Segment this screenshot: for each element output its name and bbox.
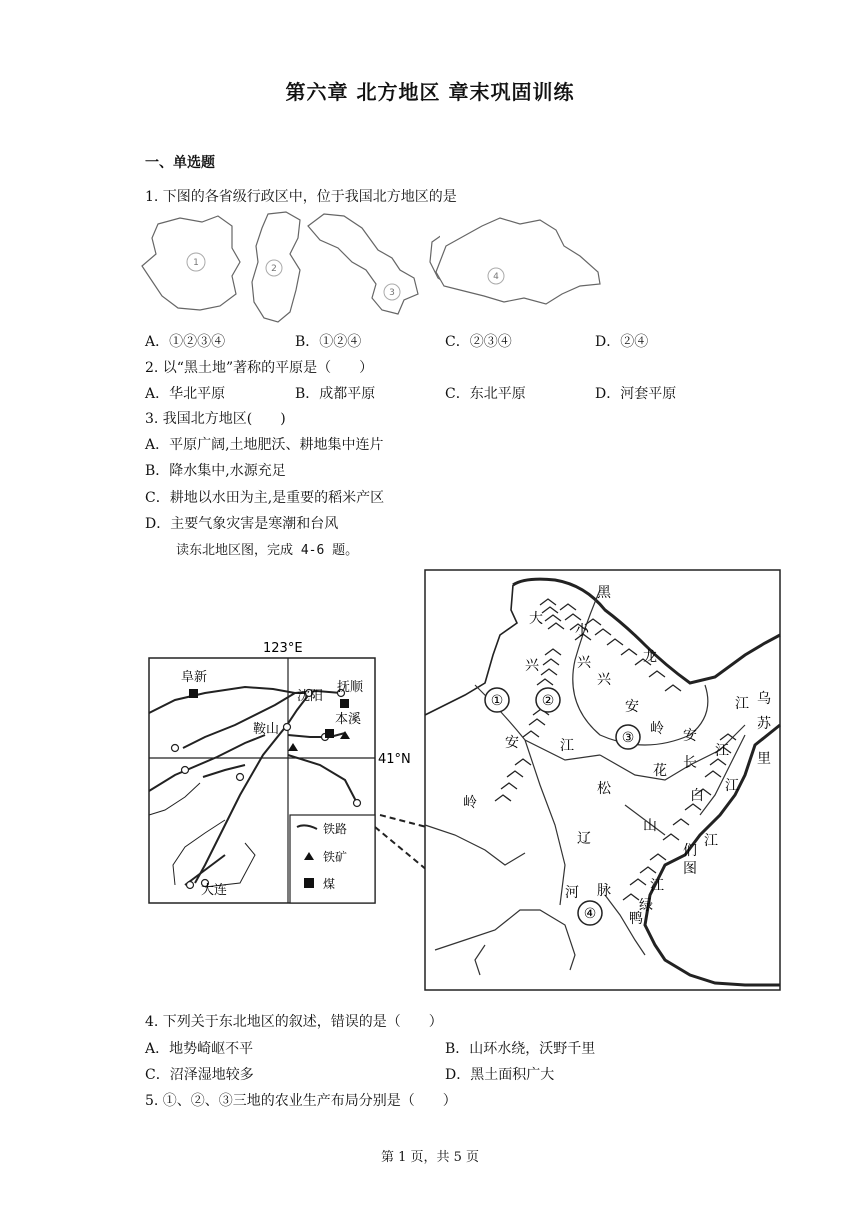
q1-option-a: A．①②③④	[145, 334, 226, 350]
region-4-marker: ④	[583, 906, 597, 922]
svg-text:们: 们	[683, 843, 697, 859]
svg-text:绿: 绿	[639, 898, 653, 914]
question-2-stem: 2. 以“黑土地”著称的平原是（ ）	[145, 360, 374, 376]
q3-option-b: B．降水集中,水源充足	[145, 463, 286, 479]
svg-text:白: 白	[690, 788, 704, 804]
province-label-3: 3	[389, 288, 395, 298]
svg-text:山: 山	[643, 818, 657, 834]
svg-text:脉: 脉	[597, 883, 611, 899]
q3-option-c: C．耕地以水田为主,是重要的稻米产区	[145, 490, 385, 506]
inset-city-fuxin: 阜新	[181, 670, 208, 685]
q4-option-c: C．沼泽湿地较多	[145, 1067, 254, 1083]
svg-text:小: 小	[575, 623, 589, 639]
region-3-marker: ③	[621, 730, 635, 746]
inset-city-fushun: 抚顺	[337, 680, 364, 695]
q4-option-d: D．黑土面积广大	[445, 1067, 555, 1083]
q1-option-c: C．②③④	[445, 334, 512, 350]
page-footer: 第 1 页，共 5 页	[380, 1150, 480, 1165]
svg-text:龙: 龙	[643, 649, 657, 665]
q2-option-a: A．华北平原	[145, 386, 226, 402]
svg-text:江: 江	[650, 878, 664, 894]
q4-option-b: B．山环水绕，沃野千里	[445, 1041, 596, 1057]
q2-option-d: D．河套平原	[595, 386, 677, 402]
svg-text:岭: 岭	[463, 795, 477, 811]
svg-text:图: 图	[683, 861, 697, 877]
legend-iron-ore: 铁矿	[323, 850, 348, 864]
svg-text:河: 河	[565, 885, 579, 901]
svg-text:江: 江	[704, 833, 718, 849]
province-outline-4-figure	[430, 206, 610, 328]
province-outline-3	[308, 214, 418, 314]
inset-latitude-label: 41°N	[378, 752, 411, 767]
region-2-marker: ②	[541, 693, 555, 709]
svg-text:江: 江	[735, 696, 749, 712]
svg-text:兴: 兴	[597, 672, 611, 688]
inset-city-anshan: 鞍山	[253, 722, 280, 737]
inset-longitude-label: 123°E	[263, 641, 303, 656]
svg-text:辽: 辽	[577, 831, 591, 847]
question-4-stem: 4. 下列关于东北地区的叙述，错误的是（ ）	[145, 1014, 443, 1030]
region-1-marker: ①	[490, 693, 504, 709]
q3-option-a: A．平原广阔,土地肥沃、耕地集中连片	[145, 437, 384, 453]
province-label-4: 4	[493, 272, 499, 282]
inset-map	[149, 641, 411, 903]
main-map	[425, 570, 780, 990]
inset-city-dalian: 大连	[201, 883, 228, 898]
q2-option-c: C．东北平原	[445, 386, 526, 402]
province-outline-1	[142, 216, 240, 310]
svg-text:鸭: 鸭	[629, 911, 643, 927]
northeast-map-figure	[145, 565, 790, 995]
svg-text:黑: 黑	[597, 585, 611, 601]
svg-text:松: 松	[597, 781, 611, 797]
svg-text:江: 江	[715, 743, 729, 759]
svg-text:安: 安	[625, 699, 639, 715]
question-1-stem: 1. 下图的各省级行政区中，位于我国北方地区的是	[145, 189, 457, 205]
svg-text:江: 江	[725, 778, 739, 794]
province-outlines-figure	[140, 206, 440, 328]
map-instruction: 读东北地区图，完成 4-6 题。	[176, 543, 359, 558]
q1-option-d: D．②④	[595, 334, 649, 350]
svg-text:江: 江	[560, 738, 574, 754]
question-5-stem: 5. ①、②、③三地的农业生产布局分别是（ ）	[145, 1093, 457, 1109]
legend-coal: 煤	[323, 877, 336, 891]
inset-city-shenyang: 沈阳	[297, 689, 324, 704]
q2-option-b: B．成都平原	[295, 386, 376, 402]
svg-text:安: 安	[505, 735, 519, 751]
svg-text:安: 安	[683, 728, 697, 744]
province-label-1: 1	[193, 258, 199, 268]
svg-text:兴: 兴	[525, 658, 539, 674]
svg-text:花: 花	[653, 763, 667, 779]
svg-text:长: 长	[683, 755, 697, 771]
province-label-2: 2	[271, 264, 277, 274]
question-3-stem: 3. 我国北方地区( )	[145, 411, 286, 427]
section-heading: 一、单选题	[145, 155, 215, 171]
q4-option-a: A．地势崎岖不平	[145, 1041, 254, 1057]
page-title: 第六章 北方地区 章末巩固训练	[285, 80, 575, 104]
svg-text:乌: 乌	[757, 691, 771, 707]
svg-text:兴: 兴	[577, 655, 591, 671]
q3-option-d: D．主要气象灾害是寒潮和台风	[145, 516, 339, 532]
q1-option-b: B．①②④	[295, 334, 362, 350]
inset-city-benxi: 本溪	[335, 712, 362, 727]
svg-text:里: 里	[757, 751, 771, 767]
legend-railway: 铁路	[323, 822, 348, 836]
svg-text:苏: 苏	[757, 716, 771, 732]
svg-text:岭: 岭	[650, 721, 664, 737]
svg-text:大: 大	[529, 611, 543, 627]
